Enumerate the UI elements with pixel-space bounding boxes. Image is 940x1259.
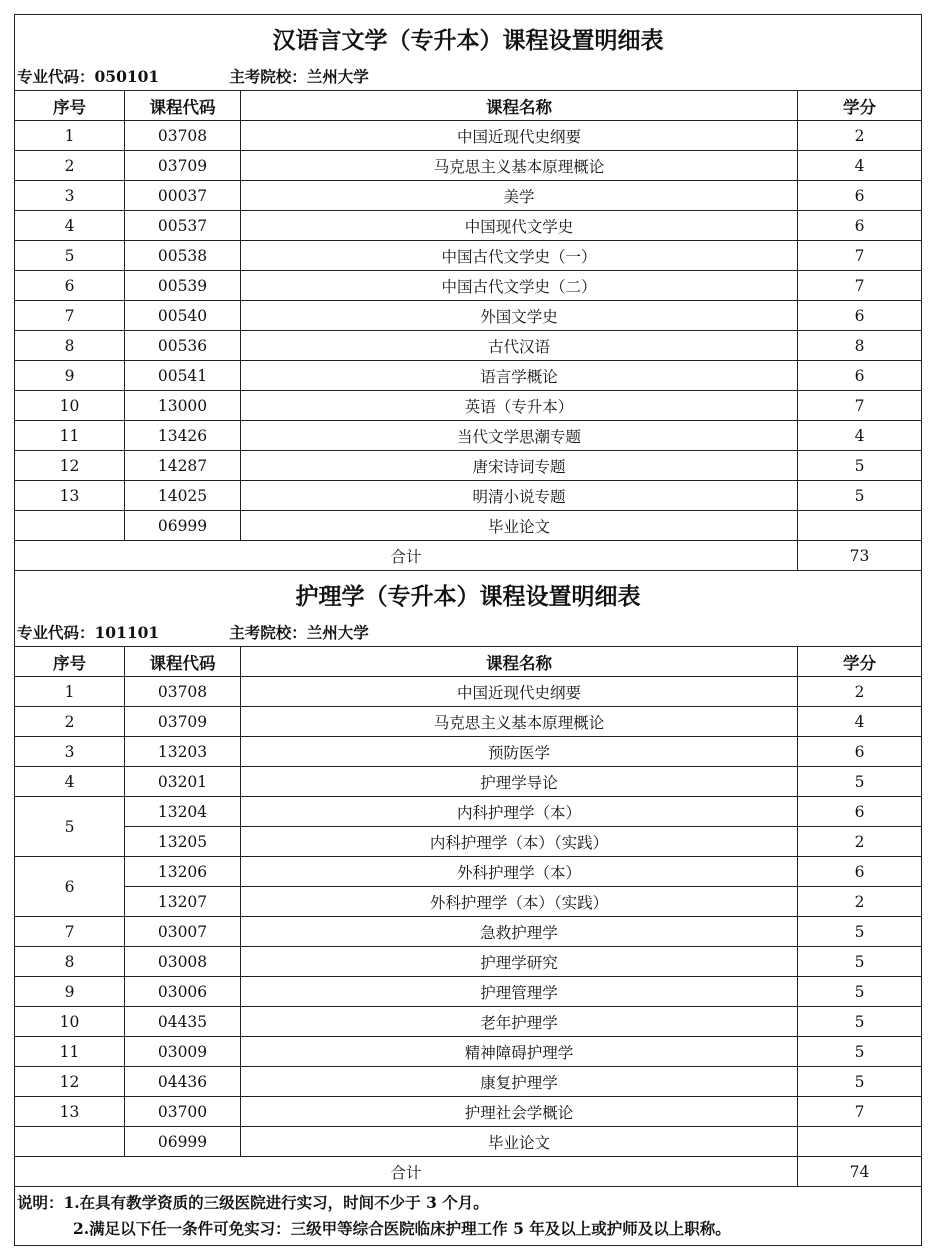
course-table <box>14 14 922 1246</box>
exam-school: 主考院校：兰州大学 <box>229 66 369 86</box>
cell-seq: 7 <box>15 301 125 331</box>
cell-course-code: 04436 <box>125 1067 241 1097</box>
cell-course-code: 03006 <box>125 977 241 1007</box>
cell-course-name: 唐宋诗词专题 <box>241 451 798 481</box>
table-header-row <box>15 91 922 121</box>
cell-course-name: 急救护理学 <box>241 917 798 947</box>
cell-credits: 6 <box>798 857 922 887</box>
table-row <box>15 361 922 391</box>
cell-credits: 4 <box>798 421 922 451</box>
cell-seq: 3 <box>15 737 125 767</box>
cell-course-name: 马克思主义基本原理概论 <box>241 707 798 737</box>
cell-course-code: 06999 <box>125 511 241 541</box>
notes-row <box>15 1187 922 1246</box>
cell-course-code: 06999 <box>125 1127 241 1157</box>
table-row <box>15 947 922 977</box>
exam-school: 主考院校：兰州大学 <box>229 622 369 642</box>
cell-course-name: 语言学概论 <box>241 361 798 391</box>
cell-course-name: 明清小说专题 <box>241 481 798 511</box>
cell-course-code: 00536 <box>125 331 241 361</box>
cell-credits: 2 <box>798 887 922 917</box>
cell-seq: 7 <box>15 917 125 947</box>
cell-course-name: 康复护理学 <box>241 1067 798 1097</box>
cell-course-code: 00540 <box>125 301 241 331</box>
major-info <box>15 61 922 91</box>
cell-course-name: 英语（专升本） <box>241 391 798 421</box>
cell-course-name: 外国文学史 <box>241 301 798 331</box>
table-row <box>15 1007 922 1037</box>
total-label: 合计 <box>15 1157 798 1187</box>
table-row <box>15 511 922 541</box>
cell-seq: 1 <box>15 677 125 707</box>
cell-seq: 10 <box>15 391 125 421</box>
cell-credits: 6 <box>798 361 922 391</box>
note-line-2: 2.满足以下任一条件可免实习：三级甲等综合医院临床护理工作 5 年及以上或护师及以上职称。 <box>73 1219 731 1238</box>
total-row <box>15 1157 922 1187</box>
table-row <box>15 767 922 797</box>
cell-course-code: 13205 <box>125 827 241 857</box>
cell-credits: 7 <box>798 271 922 301</box>
table-row <box>15 241 922 271</box>
table-title: 护理学（专升本）课程设置明细表 <box>15 571 922 618</box>
table-row <box>15 421 922 451</box>
cell-credits: 6 <box>798 737 922 767</box>
cell-course-name: 古代汉语 <box>241 331 798 361</box>
cell-course-code: 00539 <box>125 271 241 301</box>
cell-course-code: 14287 <box>125 451 241 481</box>
table-row <box>15 151 922 181</box>
cell-seq: 13 <box>15 481 125 511</box>
table-row <box>15 917 922 947</box>
cell-credits: 2 <box>798 121 922 151</box>
cell-seq: 1 <box>15 121 125 151</box>
cell-credits: 7 <box>798 1097 922 1127</box>
cell-credits: 5 <box>798 767 922 797</box>
cell-credits: 5 <box>798 977 922 1007</box>
cell-course-code: 03007 <box>125 917 241 947</box>
major-code: 专业代码：101101 <box>17 622 160 642</box>
cell-course-code: 03700 <box>125 1097 241 1127</box>
table-row <box>15 181 922 211</box>
cell-seq: 2 <box>15 151 125 181</box>
cell-course-code: 03201 <box>125 767 241 797</box>
cell-course-name: 护理学研究 <box>241 947 798 977</box>
cell-course-code: 03708 <box>125 677 241 707</box>
table-row <box>15 301 922 331</box>
cell-credits: 5 <box>798 1007 922 1037</box>
header-course-code: 课程代码 <box>125 647 241 677</box>
section1-meta-row <box>15 61 922 91</box>
table-row <box>15 707 922 737</box>
table-row <box>15 1067 922 1097</box>
cell-credits: 5 <box>798 917 922 947</box>
cell-credits: 6 <box>798 181 922 211</box>
table-row <box>15 391 922 421</box>
cell-course-code: 04435 <box>125 1007 241 1037</box>
cell-seq: 5 <box>15 797 125 857</box>
cell-credits: 7 <box>798 391 922 421</box>
cell-course-code: 03009 <box>125 1037 241 1067</box>
cell-credits: 5 <box>798 947 922 977</box>
section2-title-row <box>15 571 922 618</box>
cell-seq: 12 <box>15 1067 125 1097</box>
cell-credits: 4 <box>798 707 922 737</box>
cell-course-code: 03708 <box>125 121 241 151</box>
cell-course-code: 13207 <box>125 887 241 917</box>
cell-credits: 2 <box>798 677 922 707</box>
cell-seq: 13 <box>15 1097 125 1127</box>
major-code: 专业代码：050101 <box>17 66 160 86</box>
table-row <box>15 677 922 707</box>
cell-course-name: 护理社会学概论 <box>241 1097 798 1127</box>
cell-seq: 9 <box>15 977 125 1007</box>
cell-course-code: 13426 <box>125 421 241 451</box>
cell-course-name: 马克思主义基本原理概论 <box>241 151 798 181</box>
notes <box>15 1187 922 1246</box>
section1-title-row <box>15 15 922 62</box>
cell-course-name: 内科护理学（本） <box>241 797 798 827</box>
cell-seq: 6 <box>15 271 125 301</box>
cell-seq: 12 <box>15 451 125 481</box>
cell-credits <box>798 511 922 541</box>
cell-course-code: 00037 <box>125 181 241 211</box>
cell-course-name: 毕业论文 <box>241 1127 798 1157</box>
total-credits: 74 <box>798 1157 922 1187</box>
table-row <box>15 451 922 481</box>
cell-course-code: 00538 <box>125 241 241 271</box>
total-credits: 73 <box>798 541 922 571</box>
cell-seq: 4 <box>15 767 125 797</box>
table-row <box>15 1127 922 1157</box>
table-row <box>15 827 922 857</box>
cell-course-name: 预防医学 <box>241 737 798 767</box>
cell-seq: 10 <box>15 1007 125 1037</box>
cell-seq: 9 <box>15 361 125 391</box>
cell-course-code: 03709 <box>125 151 241 181</box>
header-course-code: 课程代码 <box>125 91 241 121</box>
cell-seq: 3 <box>15 181 125 211</box>
cell-credits: 2 <box>798 827 922 857</box>
table-row <box>15 331 922 361</box>
cell-seq: 5 <box>15 241 125 271</box>
cell-course-code: 13204 <box>125 797 241 827</box>
header-course-name: 课程名称 <box>241 91 798 121</box>
cell-course-name: 中国古代文学史（二） <box>241 271 798 301</box>
table-row <box>15 887 922 917</box>
cell-course-code: 03008 <box>125 947 241 977</box>
cell-course-name: 精神障碍护理学 <box>241 1037 798 1067</box>
cell-course-code: 00537 <box>125 211 241 241</box>
table-header-row <box>15 647 922 677</box>
header-credits: 学分 <box>798 647 922 677</box>
cell-seq: 11 <box>15 421 125 451</box>
cell-course-code: 13203 <box>125 737 241 767</box>
cell-seq: 2 <box>15 707 125 737</box>
header-course-name: 课程名称 <box>241 647 798 677</box>
table-row <box>15 1097 922 1127</box>
cell-course-name: 中国近现代史纲要 <box>241 677 798 707</box>
cell-credits: 6 <box>798 211 922 241</box>
cell-course-name: 护理管理学 <box>241 977 798 1007</box>
table-row <box>15 211 922 241</box>
header-seq: 序号 <box>15 91 125 121</box>
cell-course-name: 毕业论文 <box>241 511 798 541</box>
cell-credits: 5 <box>798 1067 922 1097</box>
cell-seq: 6 <box>15 857 125 917</box>
section2-meta-row <box>15 617 922 647</box>
cell-course-name: 外科护理学（本）（实践） <box>241 887 798 917</box>
table-row <box>15 977 922 1007</box>
cell-course-code: 14025 <box>125 481 241 511</box>
cell-course-name: 老年护理学 <box>241 1007 798 1037</box>
table-title: 汉语言文学（专升本）课程设置明细表 <box>15 15 922 62</box>
cell-credits: 7 <box>798 241 922 271</box>
cell-course-code: 03709 <box>125 707 241 737</box>
cell-credits: 5 <box>798 481 922 511</box>
total-row <box>15 541 922 571</box>
table-row <box>15 481 922 511</box>
total-label: 合计 <box>15 541 798 571</box>
cell-seq: 4 <box>15 211 125 241</box>
table-row <box>15 857 922 887</box>
cell-course-name: 中国古代文学史（一） <box>241 241 798 271</box>
cell-credits: 6 <box>798 301 922 331</box>
cell-course-name: 中国近现代史纲要 <box>241 121 798 151</box>
cell-course-name: 内科护理学（本）（实践） <box>241 827 798 857</box>
cell-course-name: 当代文学思潮专题 <box>241 421 798 451</box>
cell-seq: 8 <box>15 331 125 361</box>
cell-seq: 8 <box>15 947 125 977</box>
table-row <box>15 737 922 767</box>
cell-credits: 8 <box>798 331 922 361</box>
cell-course-name: 中国现代文学史 <box>241 211 798 241</box>
cell-course-code: 13000 <box>125 391 241 421</box>
cell-course-code: 13206 <box>125 857 241 887</box>
header-credits: 学分 <box>798 91 922 121</box>
cell-seq <box>15 1127 125 1157</box>
cell-course-name: 外科护理学（本） <box>241 857 798 887</box>
cell-course-code: 00541 <box>125 361 241 391</box>
table-row <box>15 1037 922 1067</box>
cell-seq: 11 <box>15 1037 125 1067</box>
major-info <box>15 617 922 647</box>
table-row <box>15 271 922 301</box>
cell-credits <box>798 1127 922 1157</box>
cell-course-name: 护理学导论 <box>241 767 798 797</box>
cell-credits: 4 <box>798 151 922 181</box>
course-sheet <box>14 14 921 1246</box>
cell-course-name: 美学 <box>241 181 798 211</box>
header-seq: 序号 <box>15 647 125 677</box>
cell-credits: 5 <box>798 1037 922 1067</box>
cell-credits: 6 <box>798 797 922 827</box>
note-line-1: 说明：1.在具有教学资质的三级医院进行实习，时间不少于 3 个月。 <box>17 1193 489 1212</box>
cell-seq <box>15 511 125 541</box>
table-row <box>15 797 922 827</box>
cell-credits: 5 <box>798 451 922 481</box>
table-row <box>15 121 922 151</box>
